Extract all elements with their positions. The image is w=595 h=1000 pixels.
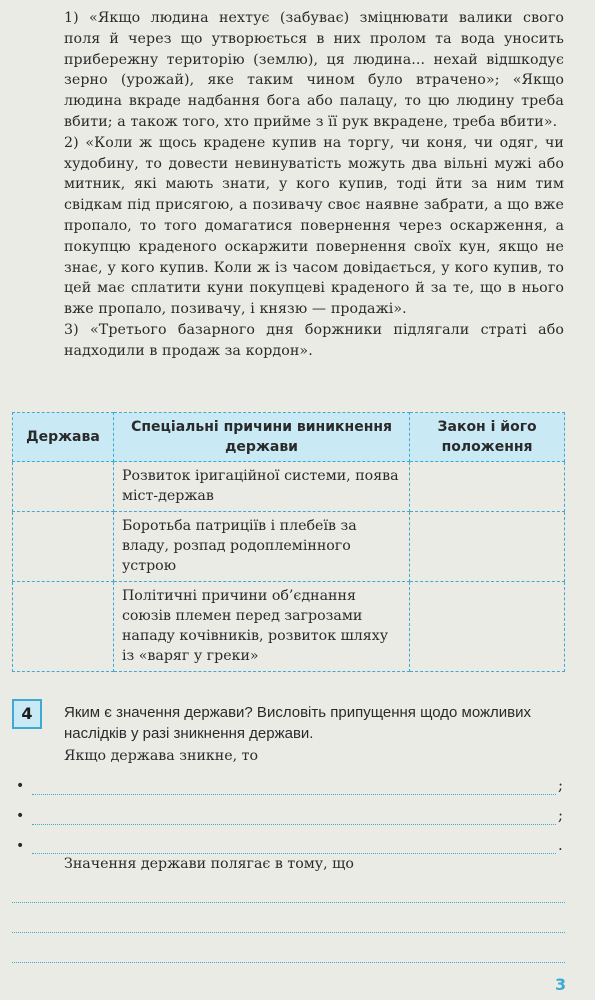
task-number-badge: 4 bbox=[12, 699, 42, 729]
reason-cell: Боротьба патриціїв і плебеїв за владу, розпад родоплемінного устрою bbox=[113, 512, 409, 582]
answer-line-1[interactable] bbox=[32, 794, 556, 795]
header-law: Закон і його положення bbox=[410, 413, 565, 462]
answer-line-2[interactable] bbox=[32, 824, 556, 825]
answer-line-6[interactable] bbox=[12, 962, 565, 963]
answer-line-3[interactable] bbox=[32, 853, 556, 854]
answer-line-4[interactable] bbox=[12, 902, 565, 903]
task-question: Яким є значення держави? Висловіть припущення щодо можливих наслідків у разі зникнення держави. bbox=[64, 704, 532, 742]
table-header-row bbox=[13, 413, 565, 462]
paragraph-1: 1) «Якщо людина нехтує (забуває) зміцнювати валики свого поля й через що утворюється в них пролом та вода уносить прибережну територію (землю), ця людина... нехай відшкодує зерно (урожай), яке таким чином було втрачено»; «Якщо людина вкраде надбання бога або палацу, то цю людину треба вбити; а також того, хто прийме з її рук вкрадене, треба вбити». bbox=[64, 10, 564, 130]
page-number: 3 bbox=[555, 975, 567, 994]
bullet-3: • bbox=[16, 838, 25, 854]
state-cell[interactable] bbox=[13, 582, 114, 672]
prompt-state-meaning: Значення держави полягає в тому, що bbox=[64, 856, 354, 872]
state-cell[interactable] bbox=[13, 462, 114, 512]
reason-cell: Розвиток іригаційної системи, поява міст-держав bbox=[113, 462, 409, 512]
comparison-table bbox=[12, 412, 565, 672]
line-2-ending: ; bbox=[558, 806, 564, 824]
bullet-1: • bbox=[16, 778, 25, 794]
prompt-if-state-disappears: Якщо держава зникне, то bbox=[64, 748, 259, 764]
law-cell[interactable] bbox=[410, 512, 565, 582]
state-cell[interactable] bbox=[13, 512, 114, 582]
header-state: Держава bbox=[13, 413, 114, 462]
line-3-ending: . bbox=[558, 836, 563, 854]
law-cell[interactable] bbox=[410, 462, 565, 512]
header-reasons: Спеціальні причини виникнення держави bbox=[113, 413, 409, 462]
table-row bbox=[13, 582, 565, 672]
table-row bbox=[13, 512, 565, 582]
line-1-ending: ; bbox=[558, 776, 564, 794]
source-paragraphs bbox=[64, 8, 564, 362]
paragraph-2: 2) «Коли ж щось крадене купив на торгу, чи коня, чи одяг, чи худобину, то довести невинуватість можуть два вільні мужі або митник, які мають знати, у кого купив, тоді йти за ним тим свідкам під присягою, а позивачу своє наявне забрати, а що вже пропало, то того домагатися повернення через оскарження, а покупцю краденого оскаржити повернення своїх кун, якщо не знає, у кого купив. Коли ж із часом довідається, у кого купив, то цей має сплатити куни покупцеві краденого й за те, що в нього вже пропало, позивачу, і князю — продажі». bbox=[64, 134, 564, 318]
table-row bbox=[13, 462, 565, 512]
bullet-2: • bbox=[16, 808, 25, 824]
answer-line-5[interactable] bbox=[12, 932, 565, 933]
law-cell[interactable] bbox=[410, 582, 565, 672]
paragraph-3: 3) «Третього базарного дня боржники підлягали страті або надходили в продаж за кордон». bbox=[64, 321, 564, 359]
reason-cell: Політичні причини об’єднання союзів племен перед загрозами нападу кочівників, розвиток шляху із «варяг у греки» bbox=[113, 582, 409, 672]
